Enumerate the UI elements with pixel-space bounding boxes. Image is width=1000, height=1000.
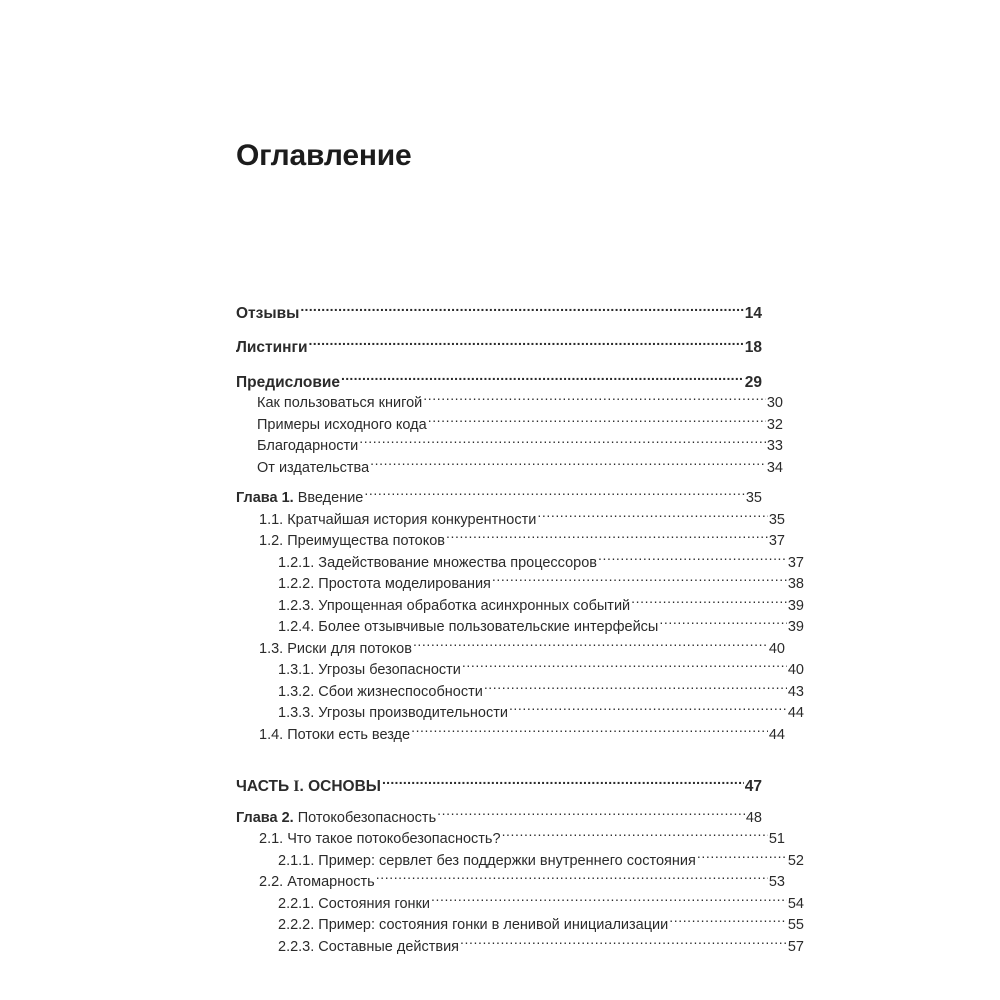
toc-chapter-title: Введение [297, 490, 364, 506]
toc-page-number: 18 [744, 339, 762, 356]
toc-dot-leader [413, 638, 768, 653]
toc-entry-subsection[interactable] [236, 552, 804, 574]
toc-entry-label [236, 488, 363, 509]
toc-page-number: 33 [766, 438, 783, 454]
toc-entry-label: 2.2.2. Пример: состояния гонки в ленивой инициализации [278, 917, 669, 933]
toc-dot-leader [437, 807, 745, 822]
toc-entry-label [236, 776, 381, 797]
toc-page-number: 57 [787, 938, 804, 955]
toc-part-suffix: . ОСНОВЫ [299, 778, 381, 795]
toc-page-number: 39 [787, 597, 804, 614]
toc-dot-leader [376, 872, 768, 887]
toc-page-number: 55 [787, 917, 804, 933]
toc-dot-leader [509, 703, 787, 718]
toc-page-number: 29 [744, 373, 762, 391]
toc-dot-leader [428, 414, 766, 429]
toc-dot-leader [460, 936, 787, 951]
toc-page-number: 32 [766, 416, 783, 433]
toc-entry-subsection[interactable] [236, 893, 804, 915]
toc-page-number: 35 [745, 490, 762, 506]
toc-entry-label: 2.2.3. Составные действия [278, 938, 460, 955]
toc-entry-label: Листинги [236, 339, 308, 356]
toc-dot-leader [537, 509, 768, 524]
toc-entry-label: 1.3.2. Сбои жизнеспособности [278, 683, 483, 700]
toc-entry-label: 2.2.1. Состояния гонки [278, 895, 430, 912]
toc-dot-leader [484, 681, 787, 696]
toc-entry-chapter[interactable] [236, 488, 762, 510]
toc-entry-section[interactable] [236, 509, 785, 531]
toc-entry-label: 1.2.4. Более отзывчивые пользовательские интерфейсы [278, 619, 659, 635]
toc-dot-leader [446, 531, 768, 546]
toc-entry-label [236, 808, 436, 829]
toc-entry-subsection[interactable] [236, 617, 804, 639]
toc-page-number: 48 [745, 809, 762, 826]
toc-part-roman-numeral: I [293, 778, 300, 795]
toc-entry-section[interactable] [236, 872, 785, 894]
toc-page-number: 34 [766, 459, 783, 476]
toc-dot-leader [659, 617, 787, 632]
toc-dot-leader [502, 829, 768, 844]
toc-entry-label: Как пользоваться книгой [257, 395, 423, 411]
toc-entry-label: От издательства [257, 459, 370, 476]
toc-dot-leader [300, 302, 743, 318]
toc-dot-leader [492, 574, 787, 589]
toc-dot-leader [423, 393, 766, 408]
toc-entry-label: 1.2.1. Задействование множества процессоров [278, 554, 597, 571]
toc-entry-label: 1.3.1. Угрозы безопасности [278, 662, 461, 678]
toc-entry-section[interactable] [236, 393, 783, 415]
toc-page-number: 47 [744, 778, 762, 795]
toc-entry-subsection[interactable] [236, 681, 804, 703]
toc-page-number: 52 [787, 852, 804, 869]
toc-entry-front-matter[interactable] [236, 371, 762, 393]
toc-entry-subsection[interactable] [236, 574, 804, 596]
toc-entry-label: 1.2.3. Упрощенная обработка асинхронных событий [278, 597, 631, 614]
toc-page-number: 44 [787, 705, 804, 721]
toc-page-number: 30 [766, 395, 783, 411]
toc-dot-leader [382, 776, 744, 792]
toc-page-number: 40 [768, 640, 785, 657]
toc-chapter-title: Потокобезопасность [297, 809, 437, 826]
toc-page-number: 40 [787, 662, 804, 678]
toc-dot-leader [359, 436, 766, 451]
toc-dot-leader [431, 893, 787, 908]
toc-entry-front-matter[interactable] [236, 302, 762, 324]
toc-part-prefix: ЧАСТЬ [236, 778, 294, 795]
toc-dot-leader [669, 915, 787, 930]
toc-dot-leader [631, 595, 787, 610]
toc-entry-part[interactable] [236, 776, 762, 798]
toc-entry-label: 1.2.2. Простота моделирования [278, 576, 491, 592]
toc-page-number: 38 [787, 576, 804, 592]
toc-entry-subsection[interactable] [236, 936, 804, 958]
toc-entry-subsection[interactable] [236, 703, 804, 725]
toc-dot-leader [462, 660, 787, 675]
toc-page-number: 37 [768, 533, 785, 549]
toc-dot-leader [598, 552, 787, 567]
toc-page-number: 35 [768, 511, 785, 528]
toc-dot-leader [370, 457, 766, 472]
toc-page-number: 51 [768, 831, 785, 847]
toc-entry-subsection[interactable] [236, 660, 804, 682]
toc-entry-label: 2.1. Что такое потокобезопасность? [259, 831, 501, 847]
toc-chapter-number: Глава 1. [236, 490, 294, 506]
toc-chapter-number: Глава 2. [236, 809, 294, 826]
toc-dot-leader [697, 850, 787, 865]
toc-page-number: 43 [787, 683, 804, 700]
toc-entry-label: 2.1.1. Пример: сервлет без поддержки внутреннего состояния [278, 852, 696, 869]
toc-entry-label: 1.4. Потоки есть везде [259, 726, 411, 743]
toc-dot-leader [309, 337, 744, 353]
toc-entry-section[interactable] [236, 414, 783, 436]
toc-entry-subsection[interactable] [236, 850, 804, 872]
toc-entry-subsection[interactable] [236, 915, 804, 937]
toc-page-number: 37 [787, 554, 804, 571]
toc-entry-section[interactable] [236, 724, 785, 746]
toc-entry-section[interactable] [236, 638, 785, 660]
toc-entry-label: 1.3.3. Угрозы производительности [278, 705, 508, 721]
toc-dot-leader [411, 724, 768, 739]
toc-page-number: 53 [768, 874, 785, 890]
toc-entry-label: Примеры исходного кода [257, 416, 427, 433]
toc-entry-label: 1.1. Кратчайшая история конкурентности [259, 511, 537, 528]
toc-entry-label: Предисловие [236, 373, 341, 391]
toc-dot-leader [364, 488, 744, 503]
toc-entry-label: Отзывы [236, 304, 300, 322]
table-of-contents [236, 302, 804, 958]
page-title: Оглавление [236, 139, 412, 173]
toc-entry-front-matter[interactable] [236, 337, 762, 359]
toc-entry-section[interactable] [236, 829, 785, 851]
toc-entry-label: Благодарности [257, 438, 359, 454]
toc-page-number: 39 [787, 619, 804, 635]
toc-entry-label: 2.2. Атомарность [259, 874, 375, 890]
toc-page-number: 54 [787, 895, 804, 912]
toc-dot-leader [341, 371, 744, 387]
toc-entry-section[interactable] [236, 457, 783, 479]
toc-entry-label: 1.2. Преимущества потоков [259, 533, 446, 549]
toc-page-number: 14 [744, 304, 762, 322]
toc-entry-section[interactable] [236, 436, 783, 458]
toc-entry-section[interactable] [236, 531, 785, 553]
toc-entry-chapter[interactable] [236, 807, 762, 829]
toc-entry-subsection[interactable] [236, 595, 804, 617]
toc-entry-label: 1.3. Риски для потоков [259, 640, 412, 657]
toc-page-number: 44 [768, 726, 785, 743]
